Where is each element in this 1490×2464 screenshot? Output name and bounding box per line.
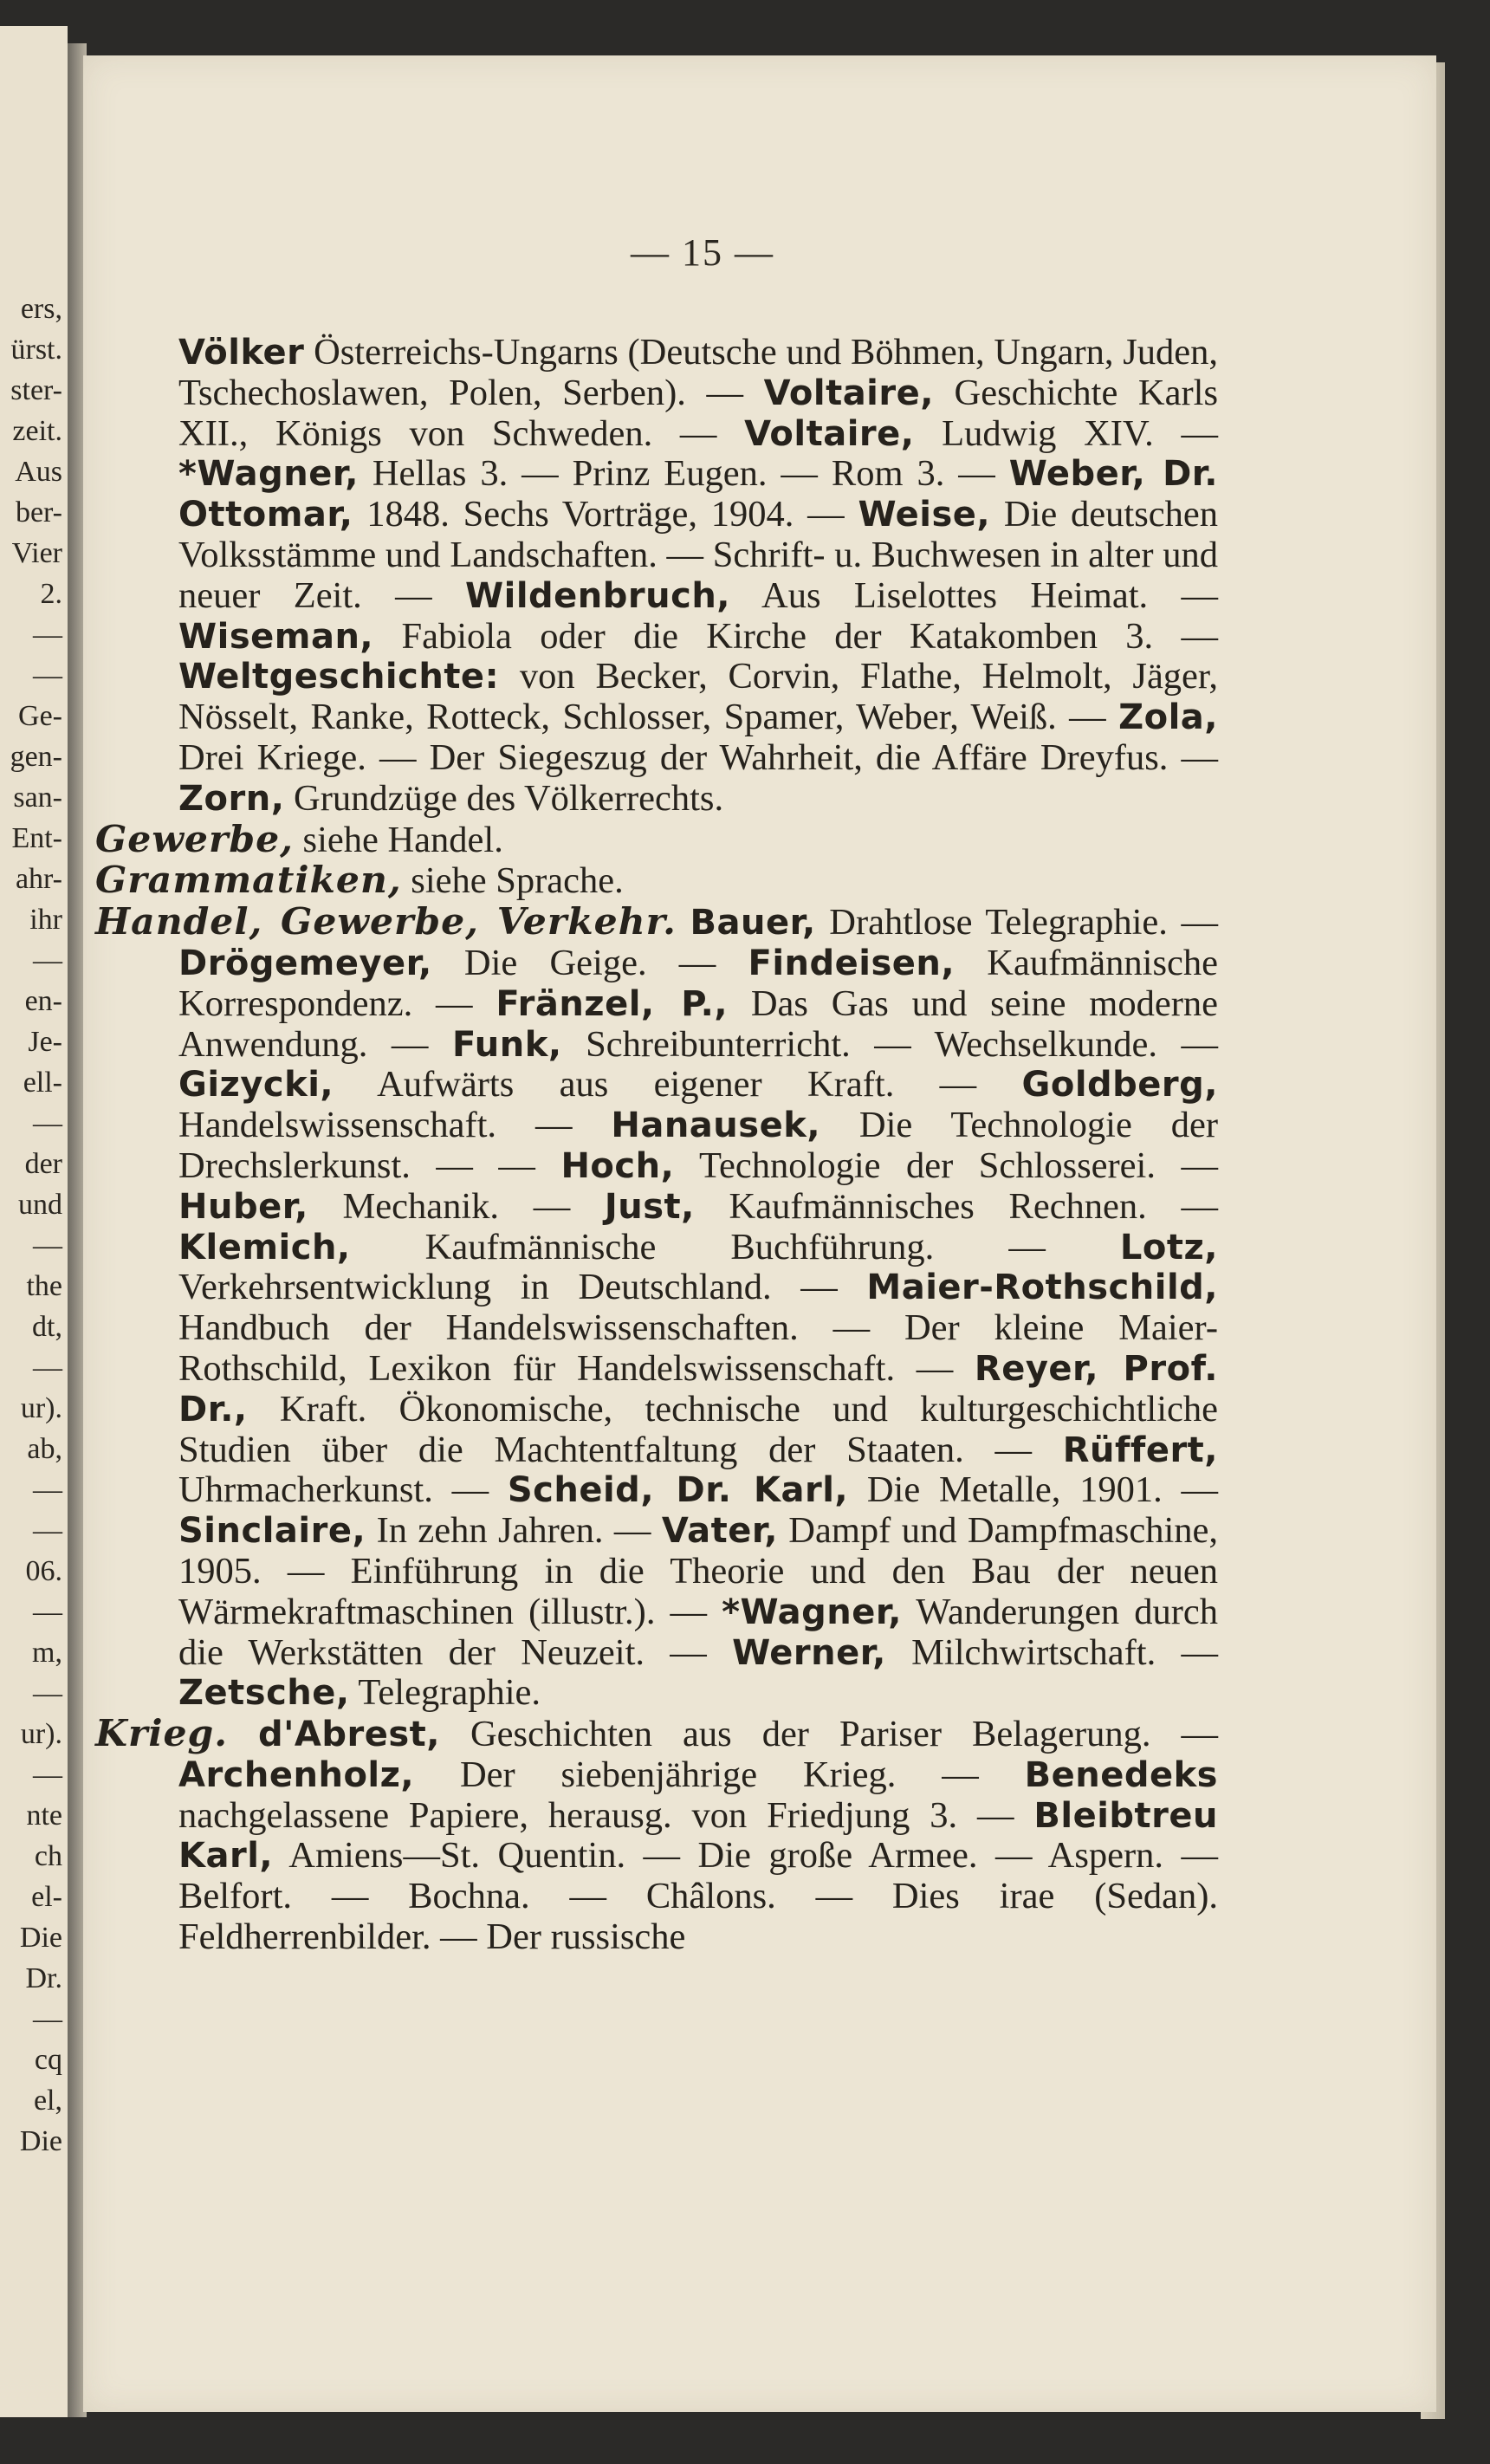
author: Klemich, — [178, 1227, 351, 1268]
entry-continuation: Völker Österreichs-Ungarns (Deutsche und Böhmen, Ungarn, Juden, Tschechoslawen, Polen, Serben). — Voltaire, Geschichte Karls XII., Königs von Schweden. — Voltaire, Ludwig XIV. — *Wagner, Hellas 3. — Prinz Eugen. — Rom 3. — Weber, Dr. Ottomar, 1848. Sechs Vorträge, 1904. — Weise, Die deutschen Volksstämme und Landschaften. — Schrift- u. Buchwesen in alter und neuer Zeit. — Wildenbruch, Aus Liselottes Heimat. — Wiseman, Fabiola oder die Kirche der Katakomben 3. — Weltgeschichte: von Becker, Corvin, Flathe, Helmolt, Jäger, Nösselt, Ranke, Rotteck, Schlosser, Spamer, Weber, Weiß. — Zola, Drei Kriege. — Der Siegeszug der Wahrheit, die Affäre Dreyfus. — Zorn, Grundzüge des Völkerrechts. — [178, 332, 1218, 819]
left-page-fragment: zeit. — [12, 415, 62, 447]
entry-list — [95, 333, 1218, 1958]
author: Sinclaire, — [178, 1511, 366, 1552]
left-page-fragment: — — [33, 1596, 62, 1628]
left-page-fragment: gen- — [10, 741, 62, 773]
left-page-fragment: Die — [19, 2125, 62, 2157]
left-page-fragment: Ge- — [18, 700, 62, 732]
left-page-fragment: — — [33, 1229, 62, 1261]
author: Gizycki, — [178, 1065, 334, 1106]
left-page-fragment: ber- — [15, 496, 62, 528]
author: Rüffert, — [1062, 1430, 1218, 1470]
left-page-fragment: — — [33, 944, 62, 976]
author: *Wagner, — [722, 1592, 902, 1632]
left-page-fragment: — — [33, 1107, 62, 1139]
author: Funk, — [451, 1024, 562, 1065]
entry-gewerbe: Gewerbe, siehe Handel. — [95, 817, 503, 861]
author: Benedeks — [1024, 1754, 1218, 1795]
author: Huber, — [178, 1186, 308, 1227]
left-page-fragment: ers, — [20, 293, 62, 325]
left-page-fragment: ster- — [10, 374, 62, 406]
author: *Wagner, — [178, 454, 359, 495]
category-heading: Krieg. — [95, 1712, 229, 1756]
left-page-fragment: el, — [33, 2085, 62, 2117]
left-page-fragment: cq — [34, 2044, 62, 2076]
category-heading: Handel, Gewerbe, Verkehr. — [95, 900, 677, 944]
author: d'Abrest, — [258, 1715, 440, 1755]
left-page-fragment: ur). — [20, 1718, 62, 1750]
left-page-fragment: — — [33, 1759, 62, 1791]
left-page-fragment: und — [18, 1189, 62, 1221]
category-heading: Gewerbe, — [95, 817, 294, 861]
left-page-fragment: ell- — [23, 1067, 62, 1099]
left-page-fragment: — — [33, 619, 62, 651]
author: Weltgeschichte: — [178, 657, 500, 697]
left-page-fragment: Je- — [28, 1026, 62, 1058]
author: Lotz, — [1119, 1227, 1218, 1268]
author: Archenholz, — [178, 1754, 415, 1795]
author: Zetsche, — [178, 1673, 350, 1714]
left-page-fragment: Die — [19, 1922, 62, 1954]
left-page-fragment: 06. — [25, 1555, 62, 1587]
page-number: — 15 — — [631, 231, 774, 274]
author: Vater, — [661, 1511, 778, 1552]
author: Völker — [178, 333, 305, 373]
author: Maier-Rothschild, — [866, 1268, 1218, 1308]
left-page-fragment: der — [24, 1148, 62, 1180]
adjacent-left-page — [0, 26, 68, 2417]
author: Scheid, Dr. Karl, — [507, 1470, 849, 1511]
left-page-fragment: — — [33, 1352, 62, 1384]
left-page-fragment: ch — [34, 1840, 62, 1872]
author: Zola, — [1118, 697, 1218, 738]
entry-handel: Handel, Gewerbe, Verkehr. Bauer, Drahtlose Telegraphie. — Drögemeyer, Die Geige. — Findeisen, Kaufmännische Korrespondenz. — Fränzel, P., Das Gas und seine moderne Anwendung. — Funk, Schreibunterricht. — Wechselkunde. — Gizycki, Aufwärts aus eigener Kraft. — Goldberg, Handelswissenschaft. — Hanausek, Die Technologie der Drechslerkunst. — — Hoch, Technologie der Schlosserei. — Huber, Mechanik. — Just, Kaufmännisches Rechnen. — Klemich, Kaufmännische Buchführung. — Lotz, Verkehrsentwicklung in Deutschland. — Maier-Rothschild, Handbuch der Handelswissenschaften. — Der kleine Maier-Rothschild, Lexikon für Handelswissenschaft. — Reyer, Prof. Dr., Kraft. Ökonomische, technische und kulturgeschichtliche Studien über die Machtentfaltung der Staaten. — Rüffert, Uhrmacherkunst. — Scheid, Dr. Karl, Die Metalle, 1901. — Sinclaire, In zehn Jahren. — Vater, Dampf und Dampfmaschine, 1905. — Einführung in die Theorie und den Bau der neuen Wärmekraftmaschinen (illustr.). — *Wagner, Wanderungen durch die Werkstätten der Neuzeit. — Werner, Milchwirtschaft. — Zetsche, Telegraphie. — [95, 900, 1219, 1714]
author: Weber, Dr. Ottomar, — [178, 454, 1218, 535]
author: Wiseman, — [178, 616, 374, 657]
left-page-fragment: the — [26, 1270, 62, 1302]
left-page-fragment: Aus — [15, 456, 62, 488]
author: Reyer, Prof. Dr., — [178, 1348, 1218, 1430]
author: Voltaire, — [744, 413, 915, 454]
author: Findeisen, — [748, 943, 956, 983]
left-page-fragment: ur). — [20, 1392, 62, 1424]
author: Goldberg, — [1021, 1065, 1218, 1106]
left-page-fragment: Dr. — [25, 1962, 62, 1994]
author: Drögemeyer, — [178, 943, 432, 983]
left-page-fragment: dt, — [32, 1311, 62, 1343]
author: Voltaire, — [763, 373, 934, 413]
left-page-fragment: — — [33, 659, 62, 691]
author: Just, — [604, 1186, 695, 1227]
left-page-fragment: ahr- — [15, 863, 62, 895]
author: Fränzel, P., — [496, 983, 729, 1024]
entry-grammatiken: Grammatiken, siehe Sprache. — [95, 859, 624, 903]
left-page-fragment: — — [33, 1677, 62, 1709]
author: Bauer, — [690, 903, 816, 943]
author: Hoch, — [560, 1145, 675, 1186]
author: Hanausek, — [611, 1106, 821, 1146]
left-page-fragment: ihr — [29, 904, 62, 936]
book-page — [83, 55, 1436, 2412]
left-page-fragment: — — [33, 1514, 62, 1546]
author: Bleibtreu Karl, — [178, 1795, 1218, 1877]
left-page-fragment: ürst. — [10, 334, 62, 366]
left-page-fragment: m, — [32, 1637, 62, 1669]
left-page-fragment: — — [33, 2003, 62, 2035]
left-page-fragment: Vier — [11, 537, 62, 569]
author: Wildenbruch, — [465, 575, 730, 616]
author: Zorn, — [178, 778, 285, 819]
left-page-fragment: nte — [26, 1799, 62, 1832]
left-page-fragment: en- — [24, 985, 62, 1017]
left-page-fragment: — — [33, 1474, 62, 1506]
left-page-fragment: 2. — [40, 578, 62, 610]
left-page-fragment: ab, — [27, 1433, 62, 1465]
category-heading: Grammatiken, — [95, 859, 402, 903]
left-page-fragment: Ent- — [11, 822, 62, 854]
left-page-fragment: san- — [13, 781, 62, 814]
author: Werner, — [732, 1632, 886, 1673]
entry-krieg: Krieg. d'Abrest, Geschichten aus der Pariser Belagerung. — Archenholz, Der siebenjährige Krieg. — Benedeks nachgelassene Papiere, herausg. von Friedjung 3. — Bleibtreu Karl, Amiens—St. Quentin. — Die große Armee. — Aspern. — Belfort. — Bochna. — Châlons. — Dies irae (Sedan). Feldherrenbilder. — Der russische — [95, 1712, 1218, 1958]
left-page-fragment: el- — [31, 1881, 62, 1913]
author: Weise, — [858, 495, 991, 535]
